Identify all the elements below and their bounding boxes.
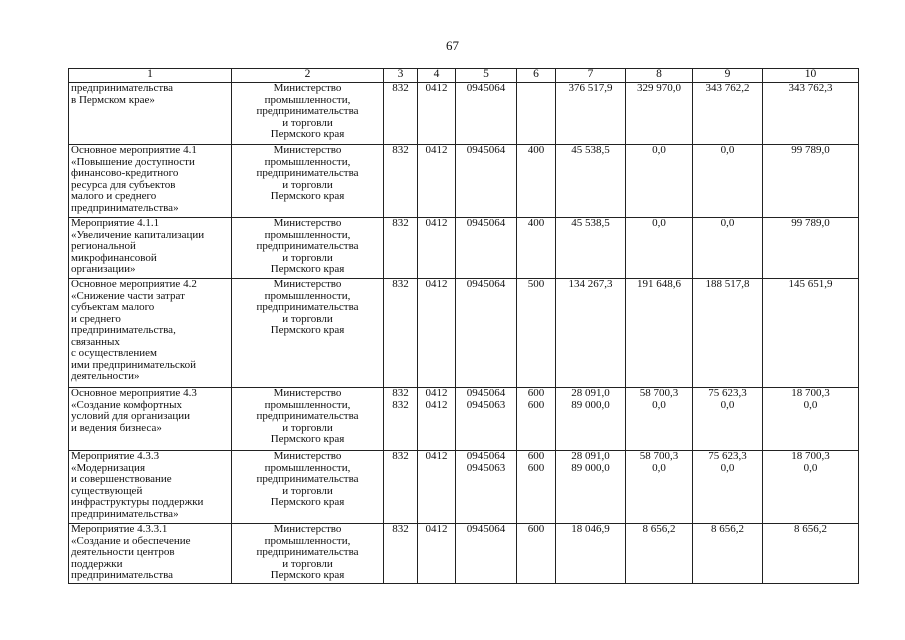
cell-line: и совершенствование (71, 474, 172, 485)
cell-line: 18 700,3 (791, 450, 830, 462)
cell-line: Министерство (273, 217, 342, 229)
col6-cell (517, 388, 556, 451)
cell-line: 134 267,3 (568, 278, 613, 290)
col10-cell (763, 218, 859, 279)
header-cell: 1 (69, 69, 232, 83)
col3-cell (384, 279, 418, 388)
header-cell: 8 (626, 69, 693, 83)
cell-line: микрофинансовой (71, 252, 157, 264)
col6-cell (517, 145, 556, 218)
cell-line: предпринимательства (256, 301, 359, 313)
table-row (69, 218, 859, 279)
executor-cell (232, 83, 384, 145)
cell-line: и торговли (282, 421, 333, 434)
col8-cell (626, 279, 693, 388)
executor-cell (232, 524, 384, 584)
cell-line: 0,0 (652, 217, 666, 229)
header-cell: 4 (418, 69, 456, 83)
col7-cell (556, 524, 626, 584)
cell-line: 99 789,0 (791, 217, 830, 229)
cell-line: 45 538,5 (571, 144, 610, 156)
col4-cell (418, 218, 456, 279)
cell-line: 145 651,9 (788, 278, 833, 290)
col6-cell (517, 279, 556, 388)
cell-line: малого и среднего (71, 191, 157, 202)
table-row (69, 388, 859, 451)
cell-line: промышленности, (264, 228, 351, 241)
col9-cell (693, 145, 763, 218)
cell-line: Основное мероприятие 4.3 (71, 388, 197, 399)
cell-line: 58 700,3 (639, 387, 679, 399)
cell-line: 600 (527, 387, 545, 399)
cell-line: «Снижение части затрат (71, 290, 185, 302)
table-row (69, 83, 859, 145)
col4-cell (418, 388, 456, 451)
executor-cell (232, 145, 384, 218)
cell-line: 45 538,5 (571, 217, 610, 229)
header-cell: 9 (693, 69, 763, 83)
executor-cell (232, 388, 384, 451)
cell-line: финансово-кредитного (71, 168, 179, 179)
cell-line: 18 700,3 (791, 387, 830, 399)
activity-name-cell (69, 279, 232, 388)
cell-line: 600 (527, 523, 545, 535)
header-cell: 10 (763, 69, 859, 83)
cell-line: Пермского края (270, 496, 345, 508)
activity-name-cell (69, 218, 232, 279)
col8-cell (626, 218, 693, 279)
col8-cell (626, 451, 693, 524)
table-row (69, 524, 859, 584)
col10-cell (763, 83, 859, 145)
cell-line: 376 517,9 (568, 82, 613, 94)
cell-line: 329 970,0 (637, 82, 681, 94)
col7-cell (556, 145, 626, 218)
cell-line: 58 700,3 (639, 450, 679, 462)
col9-cell (693, 388, 763, 451)
header-cell: 2 (232, 69, 384, 83)
cell-line: Пермского края (270, 190, 345, 202)
cell-line: промышленности, (264, 289, 351, 302)
cell-line: существующей (71, 485, 143, 497)
cell-line: с осуществлением (71, 348, 157, 359)
cell-line: и торговли (282, 312, 333, 325)
cell-line: 0,0 (652, 461, 666, 474)
cell-line: деятельности центров (71, 547, 175, 558)
cell-line: 832 (392, 398, 409, 411)
cell-line: 28 091,0 (571, 450, 610, 462)
cell-line: 8 656,2 (711, 523, 744, 535)
cell-line: предпринимательства» (71, 508, 179, 520)
cell-line: 0412 (425, 82, 448, 94)
page-number: 67 (446, 38, 459, 53)
header-cell: 3 (384, 69, 418, 83)
col9-cell (693, 451, 763, 524)
activity-name-cell (69, 145, 232, 218)
col5-cell (456, 524, 517, 584)
cell-line: 600 (527, 450, 545, 462)
cell-line: 0,0 (652, 398, 666, 411)
cell-line: Министерство (273, 523, 342, 535)
cell-line: Министерство (273, 387, 342, 399)
cell-line: «Повышение доступности (71, 156, 195, 168)
cell-line: ресурса для субъектов (71, 179, 176, 191)
cell-line: 0945063 (466, 398, 506, 411)
col6-cell (517, 83, 556, 145)
cell-line: поддержки (71, 558, 123, 570)
header-cell: 7 (556, 69, 626, 83)
cell-line: Основное мероприятие 4.1 (71, 145, 197, 156)
header-row (69, 69, 859, 83)
activity-name-cell (69, 524, 232, 584)
executor-cell (232, 451, 384, 524)
cell-line: промышленности, (264, 398, 351, 411)
cell-line: 89 000,0 (571, 461, 610, 474)
cell-line: предпринимательства (256, 546, 359, 558)
cell-line: и торговли (282, 178, 333, 191)
cell-line: в Пермском крае» (71, 94, 155, 106)
executor-cell (232, 279, 384, 388)
col6-cell (517, 524, 556, 584)
cell-line: «Создание и обеспечение (71, 535, 191, 547)
col3-cell (384, 524, 418, 584)
cell-line: «Создание комфортных (71, 399, 182, 411)
col4-cell (418, 145, 456, 218)
table-row (69, 279, 859, 388)
cell-line: 28 091,0 (571, 387, 610, 399)
cell-line: 8 656,2 (794, 523, 827, 535)
cell-line: 0945063 (466, 461, 506, 474)
col3-cell (384, 388, 418, 451)
cell-line: промышленности, (264, 93, 351, 106)
col8-cell (626, 145, 693, 218)
cell-line: 89 000,0 (571, 398, 610, 411)
cell-line: Министерство (273, 278, 342, 290)
col9-cell (693, 524, 763, 584)
cell-line: предпринимательства (71, 83, 174, 94)
cell-line: 0412 (425, 278, 448, 290)
col6-cell (517, 218, 556, 279)
cell-line: 343 762,3 (788, 82, 833, 94)
col7-cell (556, 388, 626, 451)
cell-line: и торговли (282, 251, 333, 264)
cell-line: Пермского края (270, 324, 345, 336)
col10-cell (763, 279, 859, 388)
cell-line: предпринимательства (256, 473, 359, 485)
cell-line: предпринимательства (256, 105, 359, 117)
cell-line: 0412 (425, 387, 448, 399)
col7-cell (556, 279, 626, 388)
cell-line: 0945064 (466, 278, 506, 290)
col7-cell (556, 451, 626, 524)
cell-line: «Увеличение капитализации (71, 229, 205, 241)
cell-line: 832 (392, 278, 409, 290)
cell-line: ими предпринимательской (71, 359, 196, 371)
cell-line: 18 046,9 (571, 523, 610, 535)
activity-name-cell (69, 83, 232, 145)
cell-line: связанных (71, 336, 120, 348)
cell-line: 600 (527, 461, 545, 474)
cell-line: Мероприятие 4.3.3.1 (71, 524, 168, 535)
cell-line: 400 (527, 217, 545, 229)
cell-line: 0,0 (720, 217, 735, 229)
cell-line: 191 648,6 (637, 278, 681, 290)
cell-line: 0,0 (803, 461, 818, 474)
cell-line: 832 (392, 523, 409, 535)
cell-line: Пермского края (270, 128, 345, 140)
col10-cell (763, 145, 859, 218)
cell-line: и торговли (282, 116, 333, 129)
col6-cell (517, 451, 556, 524)
col10-cell (763, 451, 859, 524)
col3-cell (384, 83, 418, 145)
cell-line: Основное мероприятие 4.2 (71, 279, 197, 290)
cell-line: 0945064 (466, 144, 506, 156)
cell-line: промышленности, (264, 461, 351, 474)
cell-line: Министерство (273, 82, 342, 94)
cell-line: 0,0 (720, 461, 735, 474)
cell-line: и ведения бизнеса» (71, 422, 162, 434)
col8-cell (626, 388, 693, 451)
activity-name-cell (69, 388, 232, 451)
cell-line: 8 656,2 (642, 523, 676, 535)
col9-cell (693, 218, 763, 279)
budget-table (68, 68, 859, 584)
cell-line: предпринимательства (256, 410, 359, 422)
table-row (69, 145, 859, 218)
cell-line: региональной (71, 241, 136, 252)
cell-line: «Модернизация (71, 462, 146, 474)
col4-cell (418, 279, 456, 388)
cell-line: 832 (392, 144, 409, 156)
cell-line: 188 517,8 (705, 278, 750, 290)
cell-line: предпринимательства (256, 240, 359, 252)
cell-line: предпринимательства» (71, 202, 179, 214)
col5-cell (456, 279, 517, 388)
cell-line: 0412 (425, 450, 448, 462)
col9-cell (693, 279, 763, 388)
col5-cell (456, 388, 517, 451)
cell-line: 832 (392, 217, 409, 229)
cell-line: 832 (392, 450, 409, 462)
cell-line: 600 (527, 398, 545, 411)
cell-line: 0412 (425, 144, 448, 156)
cell-line: предпринимательства (256, 167, 359, 179)
cell-line: Мероприятие 4.1.1 (71, 218, 160, 229)
col5-cell (456, 145, 517, 218)
activity-name-cell (69, 451, 232, 524)
header-cell: 5 (456, 69, 517, 83)
cell-line: и торговли (282, 484, 333, 497)
cell-line: 500 (527, 278, 545, 290)
cell-line: предпринимательства (71, 570, 174, 581)
cell-line: 0,0 (720, 144, 735, 156)
cell-line: Министерство (273, 450, 342, 462)
col10-cell (763, 388, 859, 451)
cell-line: 0,0 (720, 398, 735, 411)
cell-line: 0945064 (466, 523, 506, 535)
table-row (69, 451, 859, 524)
cell-line: организации» (71, 264, 136, 275)
col4-cell (418, 451, 456, 524)
cell-line: 400 (527, 144, 545, 156)
cell-line: 0,0 (652, 144, 666, 156)
cell-line: и торговли (282, 557, 333, 570)
col3-cell (384, 218, 418, 279)
cell-line: 0412 (425, 398, 448, 411)
cell-line: 0412 (425, 523, 448, 535)
col8-cell (626, 83, 693, 145)
col3-cell (384, 451, 418, 524)
col4-cell (418, 83, 456, 145)
col8-cell (626, 524, 693, 584)
col5-cell (456, 451, 517, 524)
executor-cell (232, 218, 384, 279)
cell-line: предпринимательства, (71, 325, 176, 336)
col7-cell (556, 83, 626, 145)
cell-line: 75 623,3 (708, 450, 747, 462)
cell-line: промышленности, (264, 534, 351, 547)
col10-cell (763, 524, 859, 584)
col9-cell (693, 83, 763, 145)
col7-cell (556, 218, 626, 279)
cell-line: инфраструктуры поддержки (71, 497, 204, 508)
cell-line: 832 (392, 82, 409, 94)
col3-cell (384, 145, 418, 218)
cell-line: 0945064 (466, 217, 506, 229)
col5-cell (456, 83, 517, 145)
cell-line: деятельности» (71, 371, 140, 382)
cell-line: 343 762,2 (705, 82, 750, 94)
cell-line: 0,0 (803, 398, 818, 411)
cell-line: Пермского края (270, 569, 345, 581)
cell-line: условий для организации (71, 411, 191, 422)
cell-line: Министерство (273, 144, 342, 156)
cell-line: Пермского края (270, 433, 345, 445)
cell-line: Мероприятие 4.3.3 (71, 451, 160, 462)
cell-line: 99 789,0 (791, 144, 830, 156)
header-cell: 6 (517, 69, 556, 83)
col4-cell (418, 524, 456, 584)
col5-cell (456, 218, 517, 279)
cell-line: 75 623,3 (708, 387, 747, 399)
cell-line: промышленности, (264, 155, 351, 168)
cell-line: 0945064 (466, 387, 506, 399)
cell-line: 0945064 (466, 450, 506, 462)
cell-line: 0412 (425, 217, 448, 229)
cell-line: Пермского края (270, 263, 345, 275)
cell-line: 0945064 (466, 82, 506, 94)
cell-line: 832 (392, 387, 409, 399)
cell-line: и среднего (71, 313, 121, 325)
cell-line: субъектам малого (71, 302, 155, 313)
